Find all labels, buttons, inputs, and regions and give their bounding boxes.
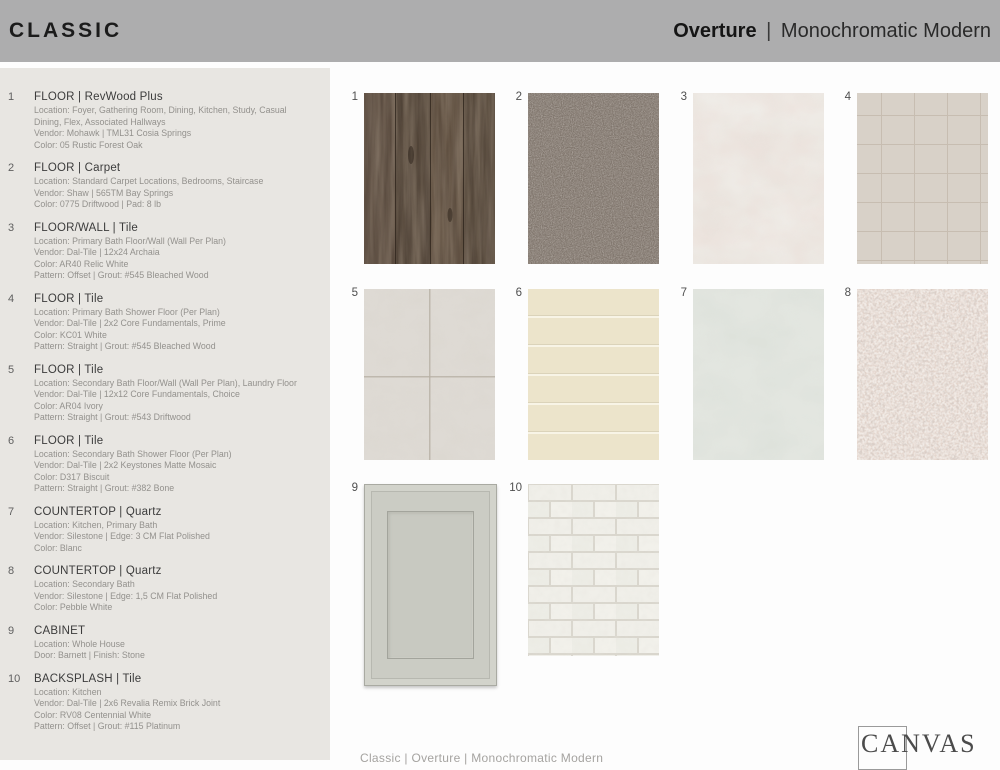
spec-detail: Vendor: Dal-Tile | 2x6 Revalia Remix Brick Joint [34,698,221,708]
spec-item-number: 6 [8,434,15,447]
swatch-number: 1 [351,91,358,103]
spec-detail: Door: Barnett | Finish: Stone [34,650,145,660]
spec-detail: Pattern: Straight | Grout: #545 Bleached Wood [34,341,216,351]
spec-detail: Location: Kitchen [34,686,102,697]
swatch-cell-4 [844,91,988,264]
spec-detail: Pattern: Straight | Grout: #382 Bone [34,483,175,493]
canvas-logo: CANVAS [861,729,977,758]
swatch-number: 7 [680,287,687,299]
spec-detail: Color: 05 Rustic Forest Oak [34,139,143,150]
spec-item-number: 8 [8,565,15,577]
mosaic-grid-swatch-image [857,93,988,264]
spec-detail: Location: Secondary Bath Floor/Wall (Wall Per Plan), Laundry Floor [34,377,297,388]
cabinet-door-panel [387,511,474,659]
brick-backsplash-swatch-image [528,484,659,656]
footer-caption: Classic | Overture | Monochromatic Modern [360,751,604,765]
spec-item-title: FLOOR | Tile [34,292,104,305]
spec-detail: Location: Primary Bath Shower Floor (Per Plan) [34,306,220,317]
spec-detail: Vendor: Dal-Tile | 12x24 Archaia [34,247,160,257]
marble-tile-swatch-image [693,93,824,264]
spec-item-title: FLOOR/WALL | Tile [34,221,138,234]
cabinet-door-swatch-image [364,484,497,686]
swatch-cell-6 [515,287,659,460]
spec-item-number: 3 [8,221,15,234]
swatch-cell-2 [515,91,659,264]
quartz-blanc-swatch-image [693,289,824,460]
spec-item-title: FLOOR | Tile [34,434,104,447]
spec-item-3 [0,221,308,282]
swatch-number: 3 [680,91,687,103]
spec-item-1 [0,90,308,151]
swatch-cell-7 [680,287,824,460]
package-title [673,20,991,43]
spec-item-6 [0,434,308,495]
collection-name: CLASSIC [9,19,123,42]
spec-detail: Location: Standard Carpet Locations, Bedrooms, Staircase [34,176,264,186]
spec-item-title: BACKSPLASH | Tile [34,672,142,685]
carpet-swatch-image [528,93,659,264]
swatch-number: 10 [509,482,522,494]
stone-tile-swatch-image [364,289,495,460]
swatch-number: 5 [351,287,358,299]
wood-floor-swatch-image [364,93,495,264]
swatch-cell-1 [351,91,495,264]
spec-item-number: 7 [8,505,15,518]
package-name: Overture [673,19,757,42]
spec-item-title: FLOOR | Tile [34,363,104,376]
spec-detail: Vendor: Mohawk | TML31 Cosia Springs [34,128,192,138]
spec-item-number: 4 [8,292,15,305]
spec-detail: Location: Primary Bath Floor/Wall (Wall Per Plan) [34,235,226,246]
spec-item-title: FLOOR | Carpet [34,162,121,174]
quartz-pebble-swatch-image [857,289,988,460]
spec-detail: Color: KC01 White [34,329,107,340]
swatch-number: 6 [515,287,522,299]
spec-item-7 [0,505,308,555]
spec-detail: Vendor: Dal-Tile | 12x12 Core Fundamentals, Choice [34,389,240,399]
spec-detail: Color: 0775 Driftwood | Pad: 8 lb [34,199,161,209]
spec-detail: Vendor: Shaw | 565TM Bay Springs [34,187,174,198]
spec-detail: Vendor: Silestone | Edge: 3 CM Flat Polished [34,531,210,541]
spec-item-number: 1 [8,91,15,103]
swatch-cell-3 [680,91,824,264]
spec-detail: Location: Foyer, Gathering Room, Dining, Kitchen, Study, Casual Dining, Flex, Associated Hallways [34,105,287,127]
spec-item-number: 10 [8,672,21,685]
spec-detail: Location: Secondary Bath [34,579,135,589]
swatch-number: 8 [844,287,851,299]
spec-item-number: 5 [8,363,15,376]
swatch-cell-8 [844,287,988,460]
spec-item-number: 9 [8,624,15,637]
swatch-number: 9 [351,482,358,494]
swatch-number: 2 [515,91,522,103]
swatch-cell-9 [351,482,497,686]
spec-item-5 [0,363,308,424]
spec-item-title: COUNTERTOP | Quartz [34,505,162,518]
spec-list-sidebar [0,68,330,760]
spec-item-title: COUNTERTOP | Quartz [34,565,162,577]
spec-detail: Vendor: Silestone | Edge: 1,5 CM Flat Polished [34,590,218,601]
spec-detail: Location: Kitchen, Primary Bath [34,519,158,530]
spec-detail: Color: D317 Biscuit [34,471,110,482]
spec-item-8 [0,564,308,614]
swatch-cell-10 [509,482,659,656]
plank-tile-swatch-image [528,289,659,460]
spec-item-2 [0,161,308,211]
spec-detail: Color: RV08 Centennial White [34,709,152,720]
title-separator: | [766,19,772,42]
style-name: Monochromatic Modern [780,19,991,42]
spec-detail: Location: Secondary Bath Shower Floor (Per Plan) [34,448,232,459]
spec-item-title: FLOOR | RevWood Plus [34,91,163,103]
page-header [0,0,1000,62]
spec-detail: Vendor: Dal-Tile | 2x2 Keystones Matte Mosaic [34,460,217,470]
spec-detail: Pattern: Offset | Grout: #545 Bleached Wood [34,270,209,280]
spec-detail: Color: Blanc [34,542,82,553]
spec-item-4 [0,292,308,353]
spec-detail: Color: AR04 Ivory [34,400,103,411]
spec-item-title: CABINET [34,624,86,637]
spec-detail: Pattern: Straight | Grout: #543 Driftwood [34,412,191,422]
spec-item-9 [0,624,308,662]
swatch-number: 4 [844,91,851,103]
spec-detail: Color: AR40 Relic White [34,258,129,269]
spec-detail: Vendor: Dal-Tile | 2x2 Core Fundamentals, Prime [34,318,226,328]
spec-detail: Color: Pebble White [34,602,113,612]
swatch-cell-5 [351,287,495,460]
spec-detail: Location: Whole House [34,638,125,649]
spec-detail: Pattern: Offset | Grout: #115 Platinum [34,721,181,731]
spec-item-10 [0,672,308,733]
spec-item-number: 2 [8,162,15,174]
